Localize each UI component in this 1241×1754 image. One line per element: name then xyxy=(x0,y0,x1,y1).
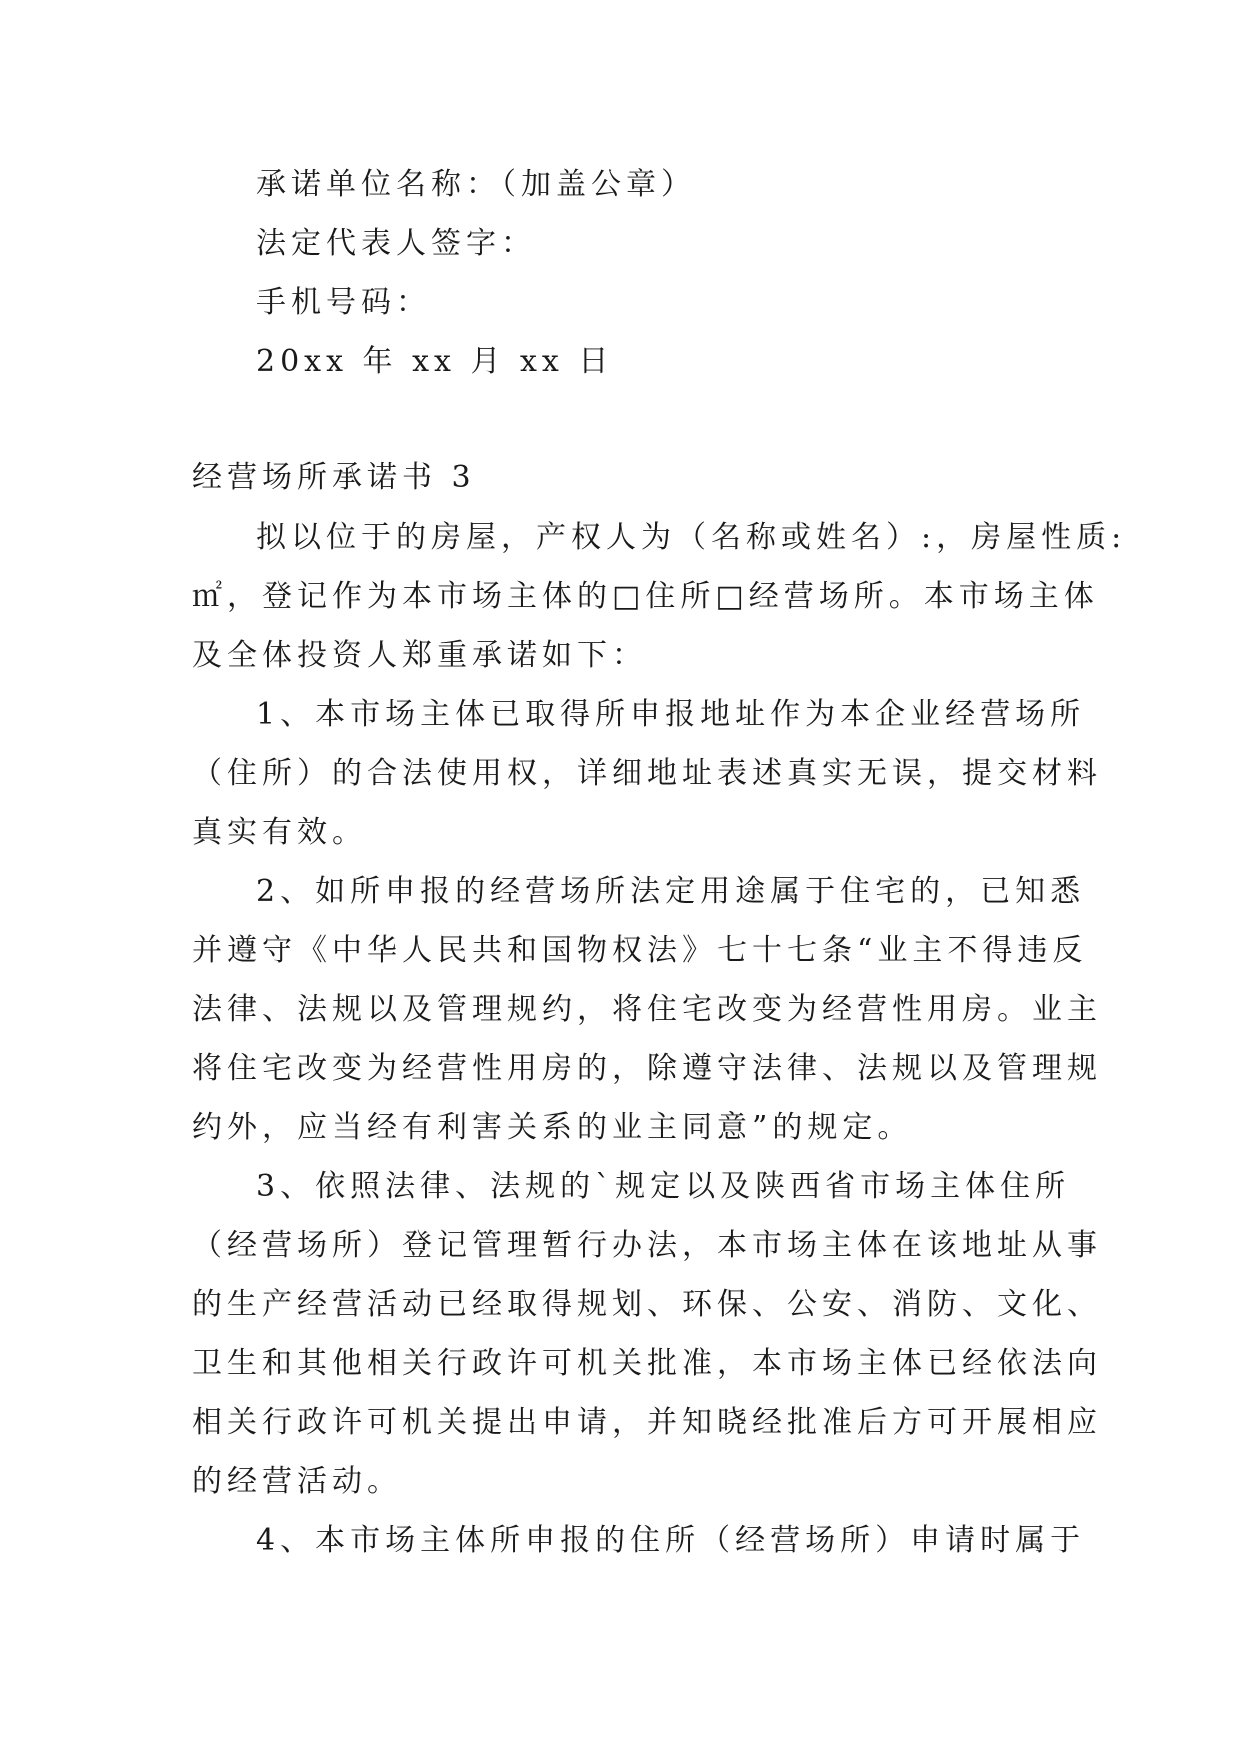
paragraph-line: ㎡，登记作为本市场主体的□住所□经营场所。本市场主体 xyxy=(192,579,1099,614)
paragraph-line: 2、如所申报的经营场所法定用途属于住宅的，已知悉 xyxy=(256,874,1086,909)
paragraph-line: 相关行政许可机关提出申请，并知晓经批准后方可开展相应 xyxy=(192,1405,1102,1440)
paragraph-line: 拟以位于的房屋，产权人为（名称或姓名）:，房屋性质: xyxy=(256,520,1127,555)
paragraph-line: 法律、法规以及管理规约，将住宅改变为经营性用房。业主 xyxy=(192,992,1102,1027)
legal-rep-line: 法定代表人签字： xyxy=(256,226,536,261)
paragraph-line: 卫生和其他相关行政许可机关批准，本市场主体已经依法向 xyxy=(192,1346,1102,1381)
phone-line: 手机号码： xyxy=(256,285,431,320)
paragraph-line: 将住宅改变为经营性用房的，除遵守法律、法规以及管理规 xyxy=(192,1051,1102,1086)
paragraph-line: 约外，应当经有利害关系的业主同意”的规定。 xyxy=(192,1110,913,1145)
paragraph-line: （经营场所）登记管理暂行办法，本市场主体在该地址从事 xyxy=(192,1228,1102,1263)
paragraph-line: 4、本市场主体所申报的住所（经营场所）申请时属于 xyxy=(256,1523,1086,1558)
paragraph-line: 的生产经营活动已经取得规划、环保、公安、消防、文化、 xyxy=(192,1287,1102,1322)
unit-name-line: 承诺单位名称：（加盖公章） xyxy=(256,167,696,202)
paragraph-line: 及全体投资人郑重承诺如下： xyxy=(192,638,647,673)
paragraph-line: 的经营活动。 xyxy=(192,1464,402,1499)
paragraph-line: （住所）的合法使用权，详细地址表述真实无误，提交材料 xyxy=(192,756,1102,791)
paragraph-line: 3、依照法律、法规的`规定以及陕西省市场主体住所 xyxy=(256,1169,1071,1204)
paragraph-line: 并遵守《中华人民共和国物权法》七十七条“业主不得违反 xyxy=(192,933,1088,968)
paragraph-line: 1、本市场主体已取得所申报地址作为本企业经营场所 xyxy=(256,697,1086,732)
paragraph-line: 真实有效。 xyxy=(192,815,367,850)
date-line: 20xx 年 xx 月 xx 日 xyxy=(256,344,614,379)
section-title: 经营场所承诺书 3 xyxy=(192,460,476,495)
